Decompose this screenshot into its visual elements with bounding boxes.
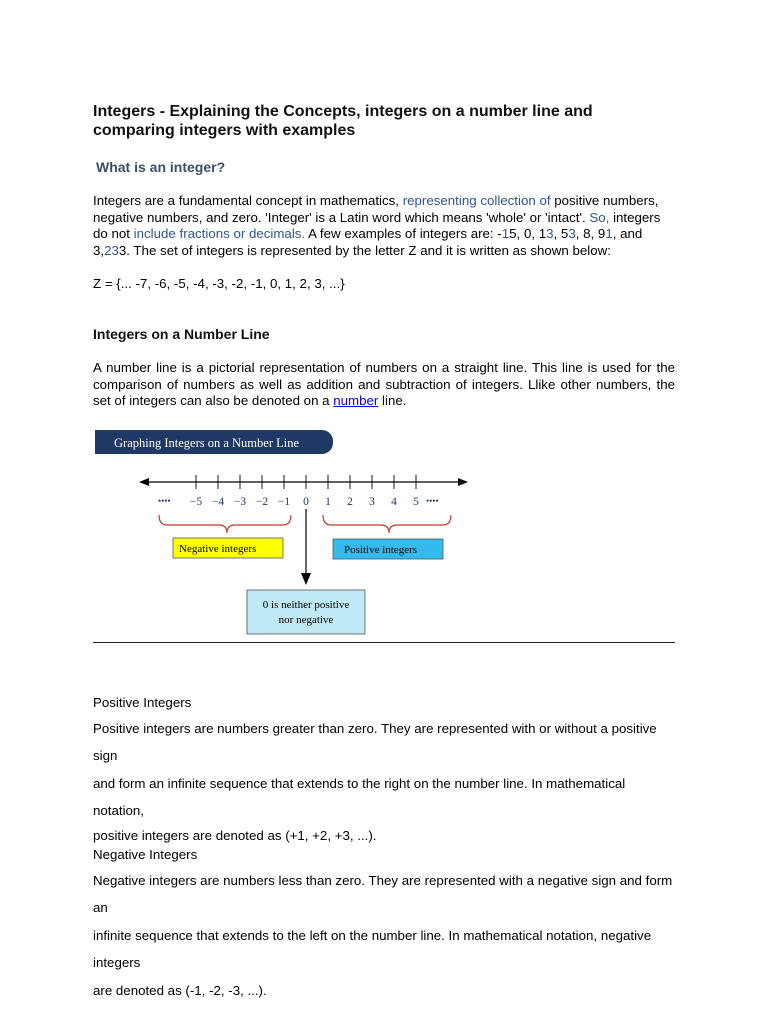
- highlight-text: 3: [568, 226, 576, 241]
- highlight-text: 3: [546, 226, 554, 241]
- figure-banner-title: Graphing Integers on a Number Line: [114, 435, 300, 450]
- negative-line-2: infinite sequence that extends to the left on the number line. In mathematical notation, negative integers: [93, 927, 652, 970]
- tick-label: −5: [189, 495, 203, 508]
- tick-label: 2: [347, 495, 353, 508]
- heading-negative-integers: Negative Integers: [93, 846, 198, 862]
- tick-label: 5: [413, 495, 419, 508]
- positive-brace: [323, 515, 451, 533]
- left-arrow-icon: [139, 478, 149, 486]
- zero-note-line-2: nor negative: [278, 613, 334, 626]
- tick-label: −2: [255, 495, 269, 508]
- positive-line-2: and form an infinite sequence that extends to the right on the number line. In mathematical notation,: [93, 775, 626, 818]
- document-title: Integers - Explaining the Concepts, integers on a number line and comparing integers with examples: [93, 103, 593, 139]
- left-ellipsis-dots: ••••: [158, 495, 171, 506]
- highlight-text: include fractions or decimals.: [133, 226, 306, 241]
- right-ellipsis-dots: ••••: [426, 495, 439, 506]
- document-page: [93, 102, 675, 1004]
- tick-label: 0: [303, 495, 309, 508]
- integer-set-notation: Z = {... -7, -6, -5, -4, -3, -2, -1, 0, 1, 2, 3, ...}: [93, 276, 345, 291]
- tick-label: −4: [211, 495, 225, 508]
- negative-line-1: Negative integers are numbers less than zero. They are represented with a negative sign and form an: [93, 872, 673, 915]
- tick-group: [190, 475, 419, 508]
- down-arrow-icon: [301, 573, 311, 585]
- tick-label: 4: [391, 495, 397, 508]
- positive-line-1: Positive integers are numbers greater than zero. They are represented with or without a positive sign: [93, 720, 657, 763]
- tick-label: −3: [233, 495, 247, 508]
- zero-note-box: [247, 590, 365, 634]
- highlight-text: representing collection of: [402, 193, 551, 208]
- spacer: [93, 643, 675, 695]
- number-link[interactable]: number: [333, 393, 379, 408]
- positive-line-3: positive integers are denoted as (+1, +2, +3, ...).: [93, 827, 377, 843]
- tick-label: 1: [325, 495, 331, 508]
- negative-brace: [159, 515, 291, 533]
- highlight-text: 1: [605, 226, 613, 241]
- tick-label: 3: [369, 495, 375, 508]
- paragraph-integer-definition: Integers are a fundamental concept in mathematics, representing collection of positive numbers, negative numbers, and zero. 'Integer' is a Latin word which means 'whole' or 'intact'. So, integers do not include fractions or decimals. A few examples of integers are: -15, 0, 13, 53, 8, 91, and 3,233. The set of integers is represented by the letter Z and it is written as shown below:: [93, 193, 661, 258]
- heading-number-line: Integers on a Number Line: [93, 326, 270, 342]
- highlight-text: 23: [104, 242, 119, 258]
- heading-positive-integers: Positive Integers: [93, 694, 192, 710]
- highlight-text: 1: [501, 226, 510, 241]
- figure-banner-left-edge: [95, 430, 109, 454]
- tick-label: −1: [277, 495, 291, 508]
- paragraph-number-line: A number line is a pictorial representation of numbers on a straight line. This line is used for the comparison of numbers as well as addition and subtraction of integers. Llike other numbers, the set of integers can also be denoted on a number line.: [93, 360, 675, 408]
- zero-note-line-1: 0 is neither positive: [262, 598, 350, 611]
- highlight-text: So,: [589, 209, 610, 225]
- right-arrow-icon: [458, 478, 468, 486]
- heading-what-is-integer: What is an integer?: [96, 159, 226, 175]
- figure-container: [93, 429, 675, 643]
- negative-line-3: are denoted as (-1, -2, -3, ...).: [93, 982, 267, 998]
- positive-integers-label: Positive integers: [344, 543, 418, 556]
- number-line-figure: [95, 429, 519, 640]
- negative-integers-label: Negative integers: [179, 542, 257, 555]
